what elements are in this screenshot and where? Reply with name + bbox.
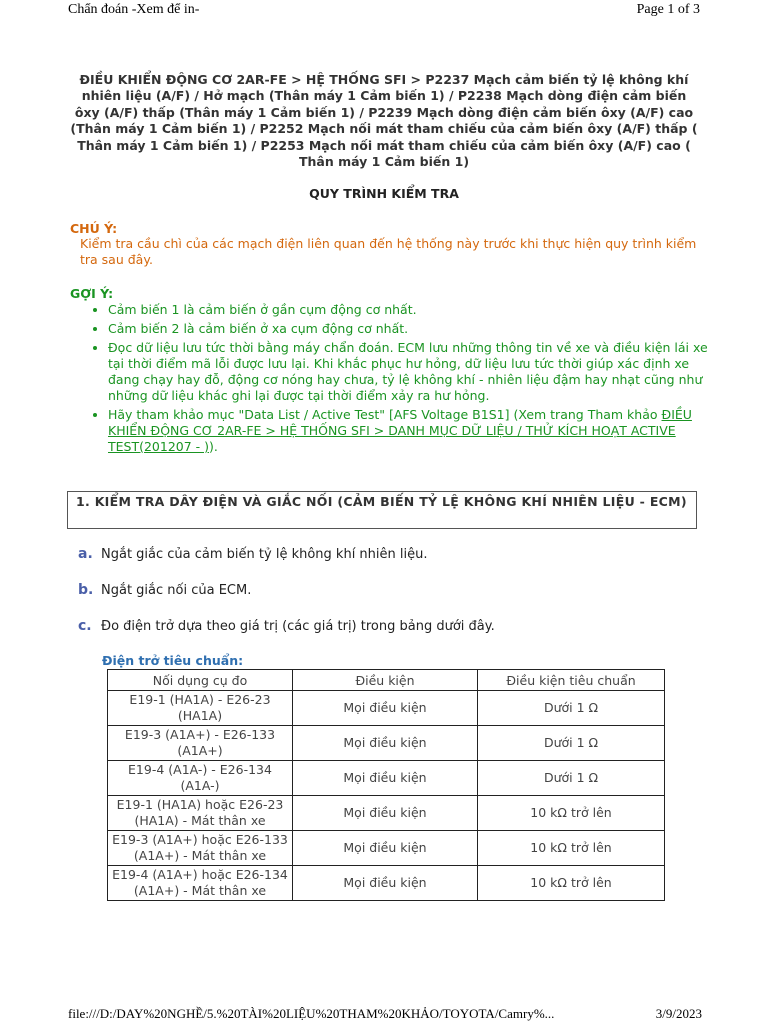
substep-letter: b. xyxy=(78,582,94,598)
print-date: 3/9/2023 xyxy=(655,1006,702,1021)
hint-item: • Đọc dữ liệu lưu tức thời bằng máy chẩn đoán. ECM lưu những thông tin về xe và điều kiện lái xe tại thời điểm mã lỗi được lưu lại. Khi khắc phục hư hỏng, dữ liệu lưu tức thời giúp xác định xe đang chạy hay đỗ, động cơ nóng hay chưa, tỷ lệ không khí - nhiên liệu đậm hay nhạt cũng như những dữ liệu khác ghi lại được tại thời điểm xảy ra hư hỏng. xyxy=(108,340,718,404)
hint-item-text: Hãy tham khảo mục "Data List / Active Test" [AFS Voltage B1S1] (Xem trang Tham khảo xyxy=(108,407,658,422)
substep-b xyxy=(78,582,251,598)
condition-cell: Mọi điều kiện xyxy=(293,831,478,866)
hint-item xyxy=(108,407,718,455)
specified-condition-cell: 10 kΩ trở lên xyxy=(478,866,665,901)
column-header: Điều kiện tiêu chuẩn xyxy=(478,670,665,691)
substep-a xyxy=(78,546,428,562)
substep-text: Đo điện trở dựa theo giá trị (các giá trị) trong bảng dưới đây. xyxy=(101,619,495,634)
specified-condition-cell: Dưới 1 Ω xyxy=(478,726,665,761)
table-header-row xyxy=(108,670,665,691)
condition-cell: Mọi điều kiện xyxy=(293,866,478,901)
tester-connection-cell: E19-1 (HA1A) hoặc E26-23 (HA1A) - Mát thân xe xyxy=(108,796,293,831)
tester-connection-cell: E19-1 (HA1A) - E26-23 (HA1A) xyxy=(108,691,293,726)
substep-letter: c. xyxy=(78,618,92,634)
condition-cell: Mọi điều kiện xyxy=(293,796,478,831)
condition-cell: Mọi điều kiện xyxy=(293,691,478,726)
table-row xyxy=(108,866,665,901)
hint-item: • Cảm biến 1 là cảm biến ở gần cụm động cơ nhất. xyxy=(108,302,718,318)
specified-condition-cell: Dưới 1 Ω xyxy=(478,761,665,796)
hint-list xyxy=(90,302,718,458)
specified-condition-cell: Dưới 1 Ω xyxy=(478,691,665,726)
hint-item: • Cảm biến 2 là cảm biến ở xa cụm động cơ nhất. xyxy=(108,321,718,337)
column-header: Nối dụng cụ đo xyxy=(108,670,293,691)
tester-connection-cell: E19-4 (A1A+) hoặc E26-134 (A1A+) - Mát thân xe xyxy=(108,866,293,901)
hint-heading: GỢI Ý: xyxy=(70,286,114,301)
column-header: Điều kiện xyxy=(293,670,478,691)
specified-condition-cell: 10 kΩ trở lên xyxy=(478,831,665,866)
table-row xyxy=(108,691,665,726)
table-row xyxy=(108,761,665,796)
substep-letter: a. xyxy=(78,546,93,562)
caution-heading: CHÚ Ý: xyxy=(70,221,118,236)
specified-condition-cell: 10 kΩ trở lên xyxy=(478,796,665,831)
table-row xyxy=(108,831,665,866)
procedure-heading: QUY TRÌNH KIỂM TRA xyxy=(309,186,459,201)
standard-resistance-table xyxy=(107,669,665,901)
condition-cell: Mọi điều kiện xyxy=(293,761,478,796)
condition-cell: Mọi điều kiện xyxy=(293,726,478,761)
tester-connection-cell: E19-4 (A1A-) - E26-134 (A1A-) xyxy=(108,761,293,796)
file-path: file:///D:/DAY%20NGHỀ/5.%20TÀI%20LIỆU%20THAM%20KHẢO/TOYOTA/Camry%... xyxy=(68,1006,555,1021)
caution-text: Kiểm tra cầu chì của các mạch điện liên quan đến hệ thống này trước khi thực hiện quy trình kiểm tra sau đây. xyxy=(80,236,697,267)
reference-link[interactable]: ĐIỀU KHIỂN ĐỘNG CƠ 2AR-FE > HỆ THỐNG SFI > DANH MỤC DỮ LIỆU / THỬ KÍCH HOẠT ACTIVE TEST(201207 - ) xyxy=(108,407,692,454)
tester-connection-cell: E19-3 (A1A+) - E26-133 (A1A+) xyxy=(108,726,293,761)
table-row xyxy=(108,726,665,761)
tester-connection-cell: E19-3 (A1A+) hoặc E26-133 (A1A+) - Mát thân xe xyxy=(108,831,293,866)
substep-text: Ngắt giắc của cảm biến tỷ lệ không khí nhiên liệu. xyxy=(101,547,428,562)
substep-text: Ngắt giắc nối của ECM. xyxy=(101,583,252,598)
print-header-title: Chẩn đoán -Xem để in- xyxy=(68,2,200,17)
table-row xyxy=(108,796,665,831)
page-number: Page 1 of 3 xyxy=(636,2,700,17)
substep-c xyxy=(78,618,495,634)
hint-item-suffix: ). xyxy=(209,439,218,454)
standard-resistance-heading: Điện trở tiêu chuẩn: xyxy=(102,653,244,668)
document-title: ĐIỀU KHIỂN ĐỘNG CƠ 2AR-FE > HỆ THỐNG SFI > P2237 Mạch cảm biến tỷ lệ không khí nhiên liệu (A/F) / Hở mạch (Thân máy 1 Cảm biến 1) / P2238 Mạch dòng điện cảm biến ôxy (A/F) thấp (Thân máy 1 Cảm biến 1) / P2239 Mạch dòng điện cảm biến ôxy (A/F) cao (Thân máy 1 Cảm biến 1) / P2252 Mạch nối mát tham chiếu của cảm biến ôxy (A/F) thấp ( Thân máy 1 Cảm biến 1) / P2253 Mạch nối mát tham chiếu của cảm biến ôxy (A/F) cao ( Thân máy 1 Cảm biến 1) xyxy=(70,72,698,170)
step-1-title: 1. KIỂM TRA DÂY ĐIỆN VÀ GIẮC NỐI (CẢM BIẾN TỶ LỆ KHÔNG KHÍ NHIÊN LIỆU - ECM) xyxy=(67,491,697,529)
